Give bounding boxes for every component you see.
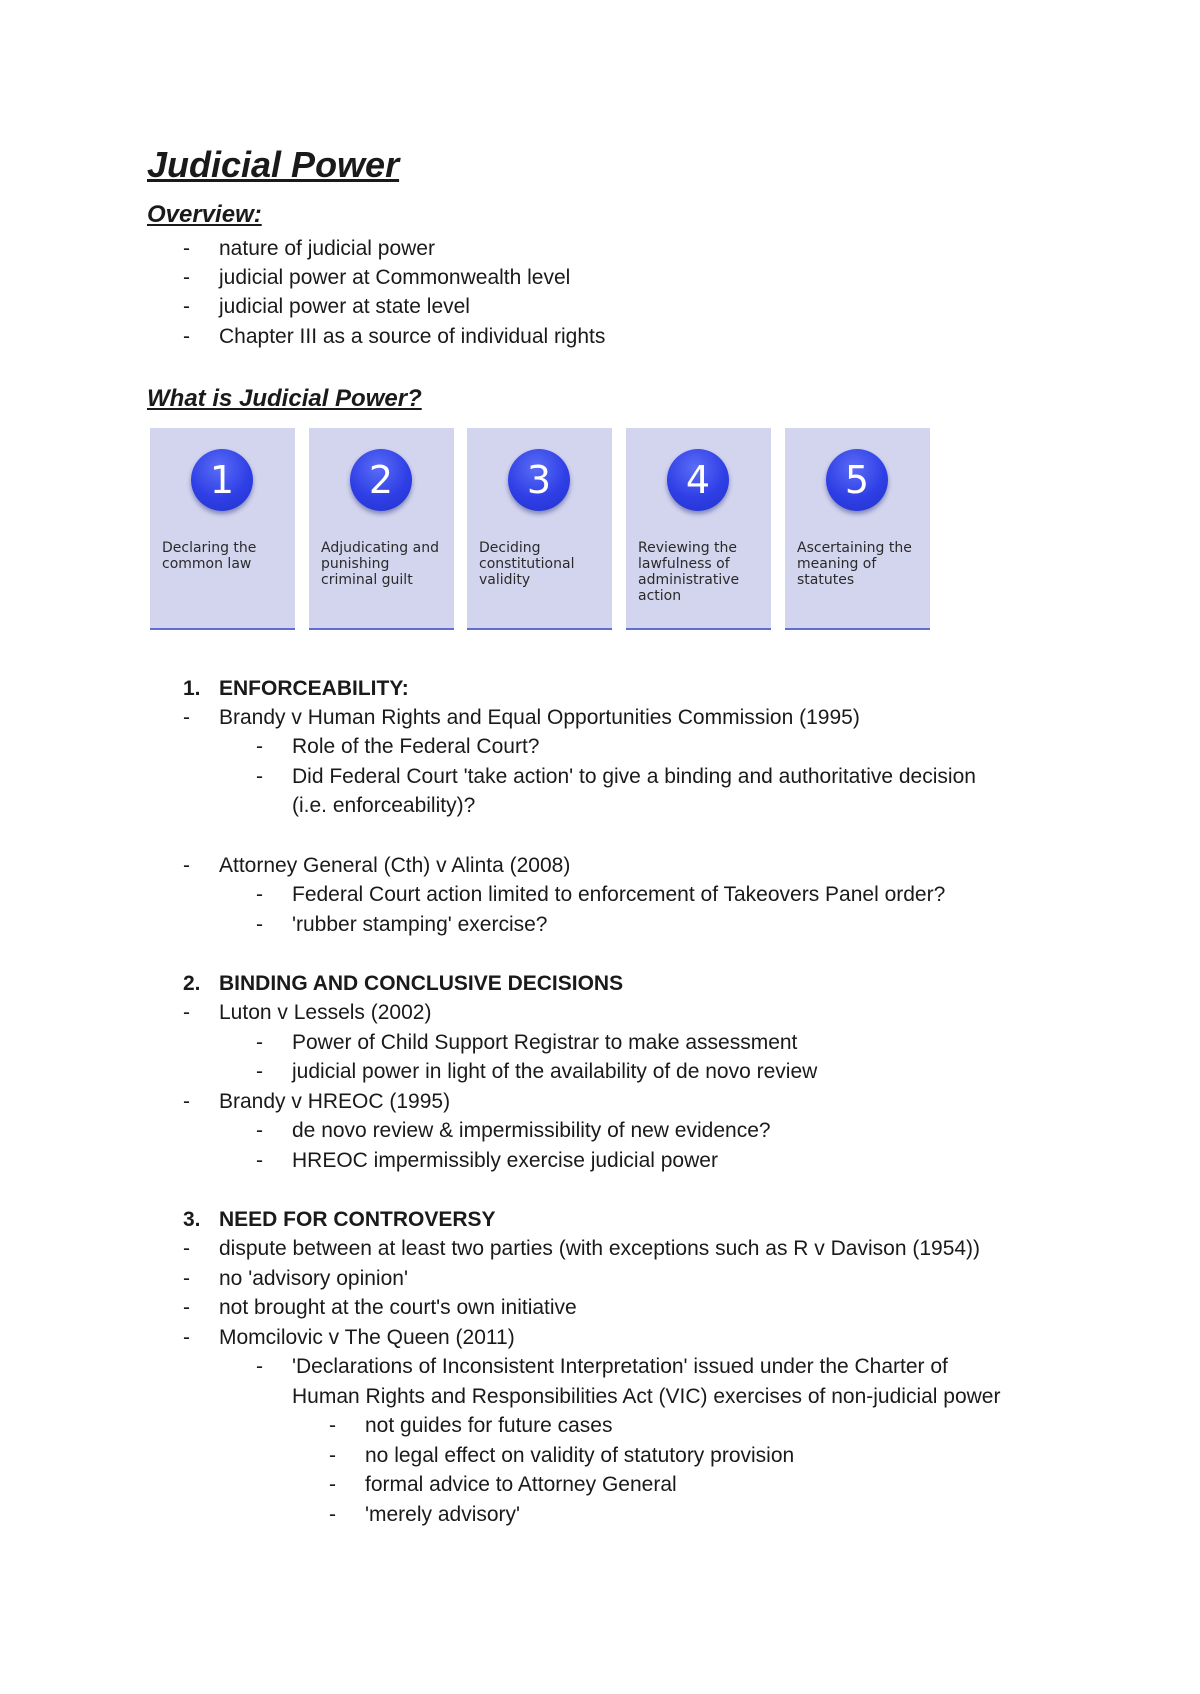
diagram-card [467,428,612,630]
sub-item: HREOC impermissibly exercise judicial power [292,1149,718,1172]
section-heading: NEED FOR CONTROVERSY [219,1208,496,1231]
list-item: dispute between at least two parties (with exceptions such as R v Davison (1954)) [219,1237,981,1260]
case-name: Luton v Lessels (2002) [219,1001,432,1024]
card-label: Deciding constitutional validity [479,540,575,588]
section-number: 2. [183,972,201,995]
list-item: judicial power at Commonwealth level [219,266,571,289]
case-name: Brandy v HREOC (1995) [219,1090,451,1113]
bullet-dash: - [183,266,190,289]
bullet-dash: - [183,706,190,729]
diagram-card [626,428,771,630]
step-number-badge: 4 [667,449,729,511]
page-title: Judicial Power [147,144,400,185]
step-number-badge: 5 [826,449,888,511]
list-item: judicial power at state level [219,295,470,318]
judicial-power-diagram [150,428,934,630]
sub-sub-item: formal advice to Attorney General [365,1473,677,1496]
overview-heading: Overview: [147,201,262,228]
sub-item: 'Declarations of Inconsistent Interpretation' issued under the Charter of [292,1355,948,1378]
sub-item: 'rubber stamping' exercise? [292,913,548,936]
bullet-dash: - [183,325,190,348]
diagram-card [309,428,454,630]
bullet-dash: - [256,765,263,788]
step-number-badge: 2 [350,449,412,511]
sub-item: de novo review & impermissibility of new evidence? [292,1119,771,1142]
list-item: Chapter III as a source of individual rights [219,325,606,348]
diagram-card [785,428,930,630]
bullet-dash: - [256,1149,263,1172]
list-item: not brought at the court's own initiative [219,1296,577,1319]
bullet-dash: - [329,1414,336,1437]
bullet-dash: - [256,1355,263,1378]
sub-item: judicial power in light of the availability of de novo review [292,1060,818,1083]
sub-sub-item: not guides for future cases [365,1414,613,1437]
bullet-dash: - [256,1060,263,1083]
list-item: nature of judicial power [219,237,435,260]
list-item: no 'advisory opinion' [219,1267,408,1290]
sub-sub-item: no legal effect on validity of statutory provision [365,1444,795,1467]
sub-sub-item: 'merely advisory' [365,1503,521,1526]
case-name: Attorney General (Cth) v Alinta (2008) [219,854,571,877]
bullet-dash: - [183,1326,190,1349]
diagram-card [150,428,295,630]
what-is-heading: What is Judicial Power? [147,385,422,412]
bullet-dash: - [329,1503,336,1526]
section-heading: BINDING AND CONCLUSIVE DECISIONS [219,972,624,995]
step-number-badge: 3 [508,449,570,511]
card-label: Ascertaining the meaning of statutes [797,540,912,588]
section-number: 1. [183,677,201,700]
bullet-dash: - [329,1473,336,1496]
bullet-dash: - [183,237,190,260]
card-label: Declaring the common law [162,540,257,572]
bullet-dash: - [183,1267,190,1290]
sub-item: Federal Court action limited to enforcement of Takeovers Panel order? [292,883,946,906]
bullet-dash: - [256,883,263,906]
bullet-dash: - [183,1237,190,1260]
step-number-badge: 1 [191,449,253,511]
bullet-dash: - [329,1444,336,1467]
sub-item-continued: Human Rights and Responsibilities Act (VIC) exercises of non-judicial power [292,1385,1001,1408]
case-name: Momcilovic v The Queen (2011) [219,1326,515,1349]
card-label: Reviewing the lawfulness of administrative action [638,540,740,604]
bullet-dash: - [183,295,190,318]
bullet-dash: - [256,1119,263,1142]
bullet-dash: - [256,913,263,936]
case-name: Brandy v Human Rights and Equal Opportunities Commission (1995) [219,706,860,729]
section-number: 3. [183,1208,201,1231]
card-label: Adjudicating and punishing criminal guilt [321,540,439,588]
bullet-dash: - [183,1001,190,1024]
sub-item: Power of Child Support Registrar to make assessment [292,1031,798,1054]
section-heading: ENFORCEABILITY: [219,677,409,700]
bullet-dash: - [183,1090,190,1113]
sub-item: Did Federal Court 'take action' to give a binding and authoritative decision [292,765,976,788]
bullet-dash: - [256,1031,263,1054]
sub-item: Role of the Federal Court? [292,735,540,758]
bullet-dash: - [183,854,190,877]
bullet-dash: - [183,1296,190,1319]
bullet-dash: - [256,735,263,758]
sub-item-continued: (i.e. enforceability)? [292,794,476,817]
